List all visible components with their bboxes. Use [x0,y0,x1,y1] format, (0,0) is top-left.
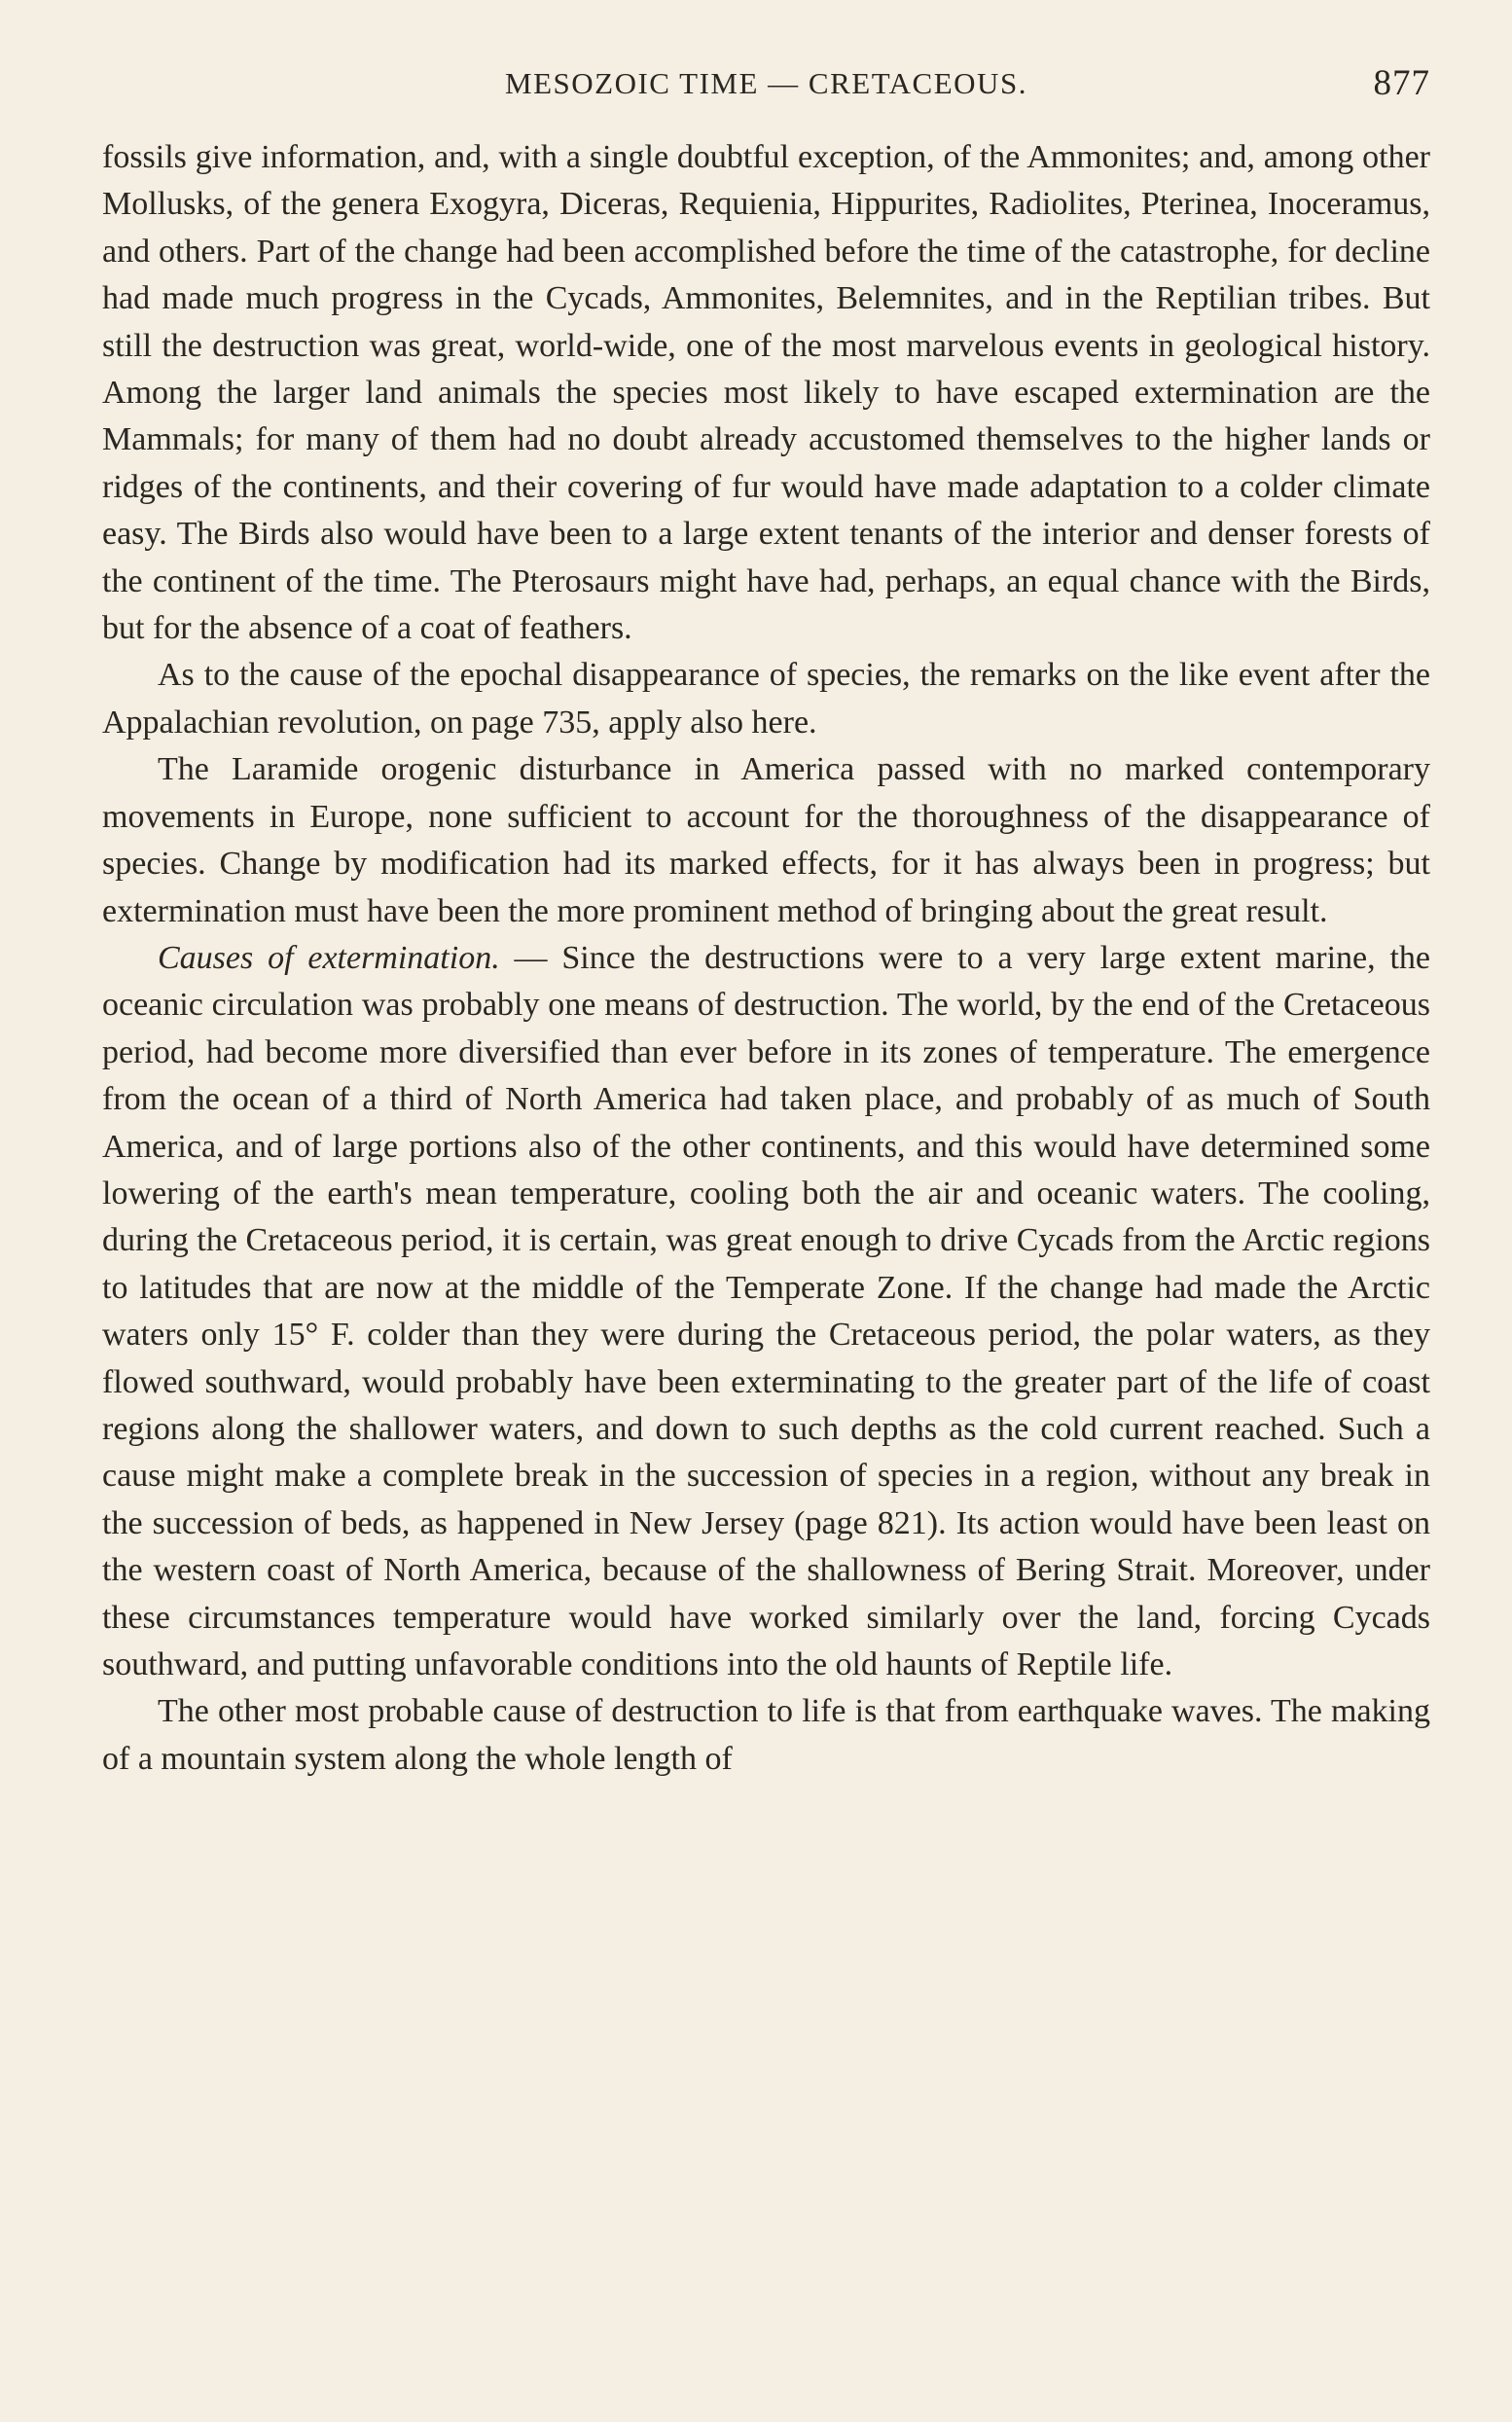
paragraph-1: fossils give information, and, with a single doubtful exception, of the Ammonites; and, among other Mollusks, of the genera Exogyra, Diceras, Requienia, Hippurites, Radiolites, Pterinea, Inoceramus, and others. Part of the change had been accomplished before the time of the catastrophe, for decline had made much progress in the Cycads, Ammonites, Belemnites, and in the Reptilian tribes. But still the destruction was great, world-wide, one of the most marvelous events in geological history. Among the larger land animals the species most likely to have escaped extermination are the Mammals; for many of them had no doubt already accustomed themselves to the higher lands or ridges of the continents, and their covering of fur would have made adaptation to a colder climate easy. The Birds also would have been to a large extent tenants of the interior and denser forests of the continent of the time. The Pterosaurs might have had, perhaps, an equal chance with the Birds, but for the absence of a coat of feathers. [102,139,1430,647]
paragraph-4-text: — Since the destructions were to a very large extent marine, the oceanic circulation was probably one means of destruction. The world, by the end of the Cretaceous period, had become more diversified than ever before in its zones of temperature. The emergence from the ocean of a third of North America had taken place, and probably of as much of South America, and of large portions also of the other continents, and this would have determined some lowering of the earth's mean temperature, cooling both the air and oceanic waters. The cooling, during the Cretaceous period, it is certain, was great enough to drive Cycads from the Arctic regions to latitudes that are now at the middle of the Temperate Zone. If the change had made the Arctic waters only 15° F. colder than they were during the Cretaceous period, the polar waters, as they flowed southward, would probably have been exterminating to the greater part of the life of coast regions along the shallower waters, and down to such depths as the cold current reached. Such a cause might make a complete break in the succession of species in a region, without any break in the succession of beds, as happened in New Jersey (page 821). Its action would have been least on the western coast of North America, because of the shallowness of Bering Strait. Moreover, under these circumstances temperature would have worked similarly over the land, forcing Cycads southward, and putting unfavorable conditions into the old haunts of Reptile life. [102,939,1430,1682]
running-title: MESOZOIC TIME — CRETACEOUS. [505,66,1027,100]
paragraph-5: The other most probable cause of destruction to life is that from earthquake waves. The making of a mountain system along the whole length of [102,1693,1430,1777]
page-number: 877 [1373,63,1430,103]
section-lead: Causes of extermination. [158,939,500,976]
paragraph-3: The Laramide orogenic disturbance in America passed with no marked contemporary movements in Europe, none sufficient to account for the thoroughness of the disappearance of species. Change by modification had its marked effects, for it has always been in progress; but extermination must have been the more prominent method of bringing about the great result. [102,751,1430,929]
paragraph-4 [102,935,1430,1689]
paragraph-2: As to the cause of the epochal disappearance of species, the remarks on the like event after the Appalachian revolution, on page 735, apply also here. [102,657,1430,741]
running-head [102,60,1430,107]
body-text [102,134,1430,1783]
